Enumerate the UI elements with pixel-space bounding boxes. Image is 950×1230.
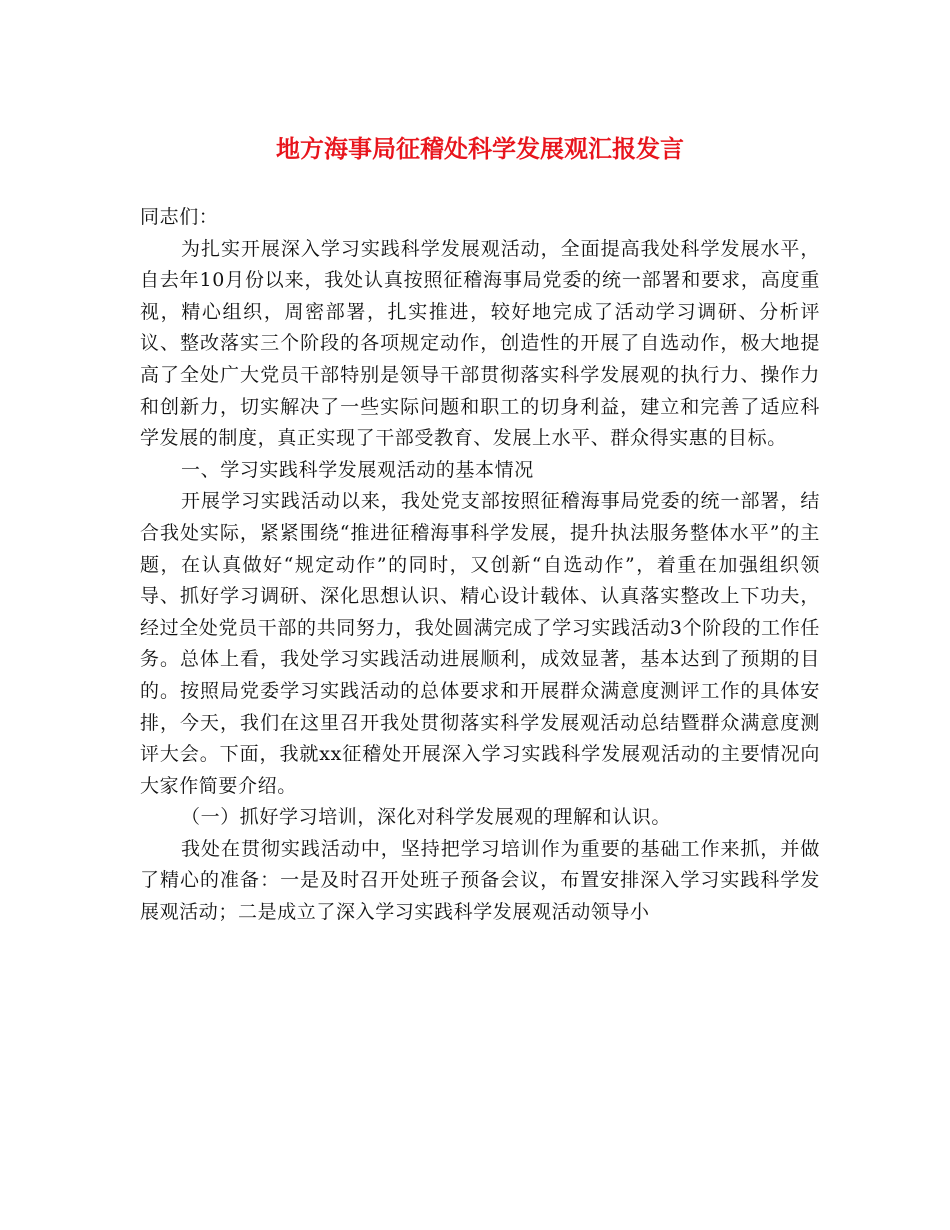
paragraph-intro: 为扎实开展深入学习实践科学发展观活动，全面提高我处科学发展水平，自去年10月份以来，我处认真按照征稽海事局党委的统一部署和要求，高度重视，精心组织，周密部署，扎实推进，较好地完成了活动学习调研、分析评议、整改落实三个阶段的各项规定动作，创造性的开展了自选动作，极大地提高了全处广大党员干部特别是领导干部贯彻落实科学发展观的执行力、操作力和创新力，切实解决了一些实际问题和职工的切身利益，建立和完善了适应科学发展的制度，真正实现了干部受教育、发展上水平、群众得实惠的目标。 — [140, 237, 820, 450]
document-title: 地方海事局征稽处科学发展观汇报发言 — [276, 134, 684, 163]
document-body — [140, 202, 820, 929]
paragraph-study-training: 我处在贯彻实践活动中，坚持把学习培训作为重要的基础工作来抓，并做了精心的准备：一是及时召开处班子预备会议，布置安排深入学习实践科学发展观活动；二是成立了深入学习实践科学发展观活动领导小 — [140, 837, 820, 924]
paragraph-basic-situation: 开展学习实践活动以来，我处党支部按照征稽海事局党委的统一部署，结合我处实际，紧紧围绕“推进征稽海事科学发展，提升执法服务整体水平”的主题，在认真做好“规定动作”的同时，又创新“自选动作”，着重在加强组织领导、抓好学习调研、深化思想认识、精心设计载体、认真落实整改上下功夫，经过全处党员干部的共同努力，我处圆满完成了学习实践活动3个阶段的工作任务。总体上看，我处学习实践活动进展顺利，成效显著，基本达到了预期的目的。按照局党委学习实践活动的总体要求和开展群众满意度测评工作的具体安排，今天，我们在这里召开我处贯彻落实科学发展观活动总结暨群众满意度测评大会。下面，我就xx征稽处开展深入学习实践科学发展观活动的主要情况向大家作简要介绍。 — [140, 490, 820, 797]
salutation: 同志们： — [140, 206, 219, 228]
section-heading-1: 一、学习实践科学发展观活动的基本情况 — [181, 458, 534, 481]
subsection-heading-1: （一）抓好学习培训，深化对科学发展观的理解和认识。 — [181, 806, 672, 829]
